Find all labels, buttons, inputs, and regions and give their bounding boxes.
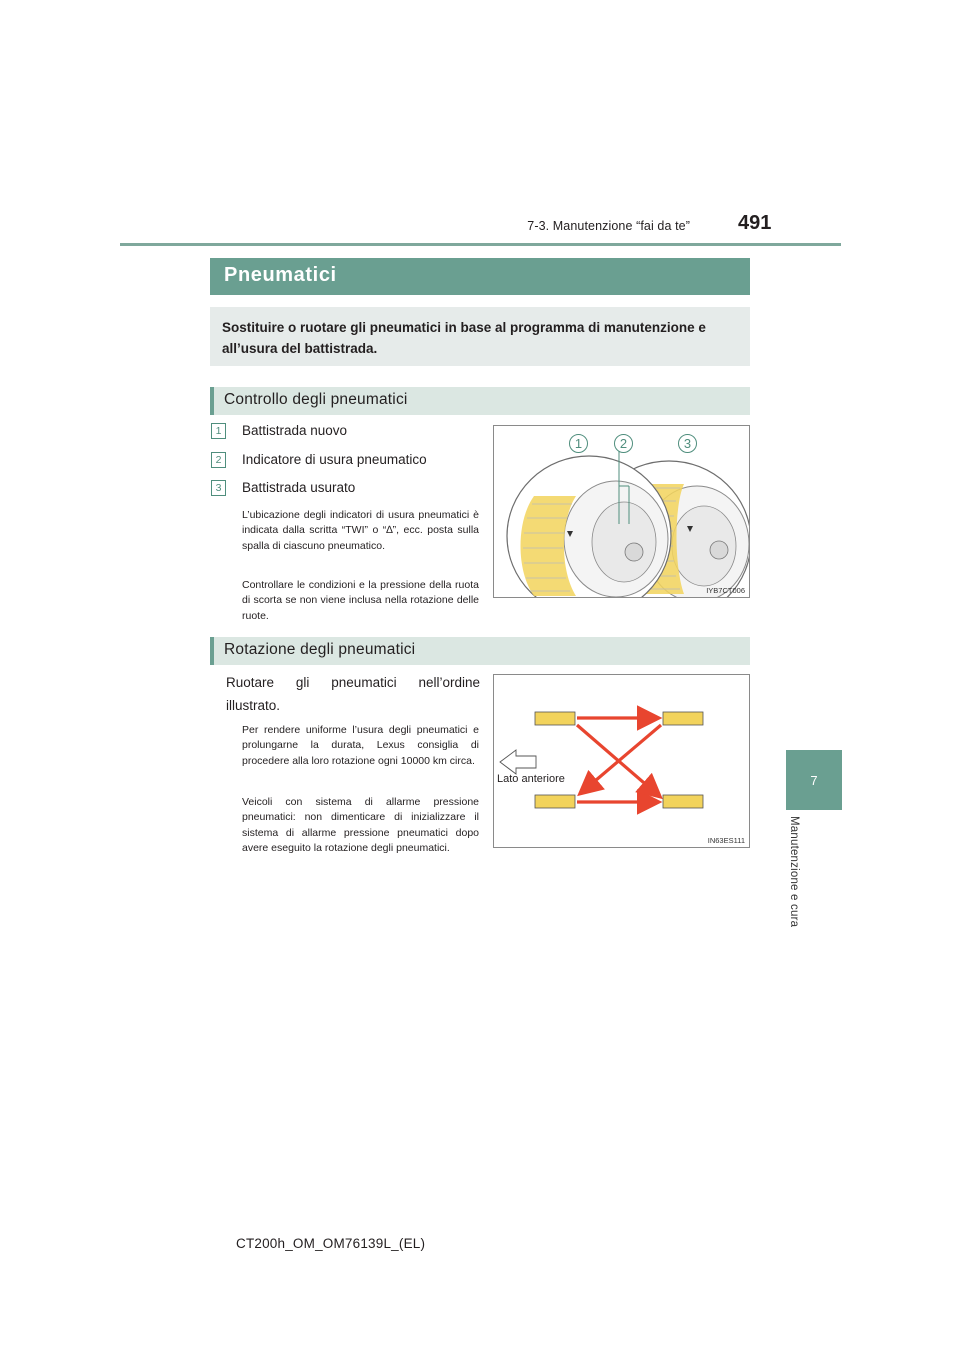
note-paragraph: Controllare le condizioni e la pressione della ruota di scorta se non viene inclusa nella rotazione delle ruote.	[242, 579, 479, 622]
front-direction-arrow	[500, 750, 536, 774]
chapter-title-vertical	[784, 816, 804, 996]
header-divider	[120, 243, 841, 246]
section-heading-check-text: Controllo degli pneumatici	[224, 391, 408, 408]
item-label: Battistrada nuovo	[242, 423, 348, 438]
note-paragraph: Veicoli con sistema di allarme pressione pneumatici: non dimenticare di inizializzare il sistema di allarme pressione pneumatici dopo avere eseguito la rotazione degli pneumatici.	[242, 796, 479, 854]
chapter-tab	[786, 750, 842, 810]
tire-front-left	[535, 712, 575, 725]
item-number-badge: 2	[211, 452, 226, 468]
item-number-badge: 1	[211, 423, 226, 439]
section-heading-check	[210, 387, 750, 415]
item-label: Battistrada usurato	[242, 480, 356, 495]
callout-1: 1	[569, 434, 588, 453]
callout-2: 2	[614, 434, 633, 453]
chapter-title: Manutenzione e cura	[788, 816, 800, 928]
page-title-bar	[210, 258, 750, 295]
intro-text: Sostituire o ruotare gli pneumatici in base al programma di manutenzione e all’usura del battistrada.	[222, 320, 706, 356]
tire-rear-left	[535, 795, 575, 808]
tire-rotation-figure	[493, 674, 750, 848]
tire-rear-right	[663, 795, 703, 808]
tire-front-right	[663, 712, 703, 725]
section-heading-rotation-text: Rotazione degli pneumatici	[224, 641, 416, 658]
figure-code: IN63ES111	[707, 836, 745, 845]
callout-3: 3	[678, 434, 697, 453]
item-number-badge: 3	[211, 480, 226, 496]
page-number: 491	[738, 212, 772, 234]
document-code: CT200h_OM_OM76139L_(EL)	[236, 1236, 426, 1251]
figure-code: IYB7CT006	[706, 586, 745, 595]
intro-box	[210, 307, 750, 366]
tire-wear-figure	[493, 425, 750, 598]
page-title: Pneumatici	[224, 264, 337, 286]
rotation-body: Ruotare gli pneumatici nell’ordine illustrato.	[226, 675, 480, 713]
note-paragraph: L’ubicazione degli indicatori di usura pneumatici è indicata dalla scritta “TWI” o “∆”, ecc. posta sulla spalla di ciascuno pneumatico.	[242, 509, 479, 552]
rotation-diagram	[494, 675, 749, 847]
running-header: 7-3. Manutenzione “fai da te”	[527, 219, 690, 233]
chapter-number: 7	[810, 772, 818, 788]
item-label: Indicatore di usura pneumatico	[242, 452, 427, 467]
section-heading-rotation	[210, 637, 750, 665]
note-paragraph: Per rendere uniforme l’usura degli pneumatici e prolungarne la durata, Lexus consiglia di procedere alla loro rotazione ogni 10000 km circa.	[242, 724, 479, 767]
front-label: Lato anteriore	[497, 773, 565, 785]
